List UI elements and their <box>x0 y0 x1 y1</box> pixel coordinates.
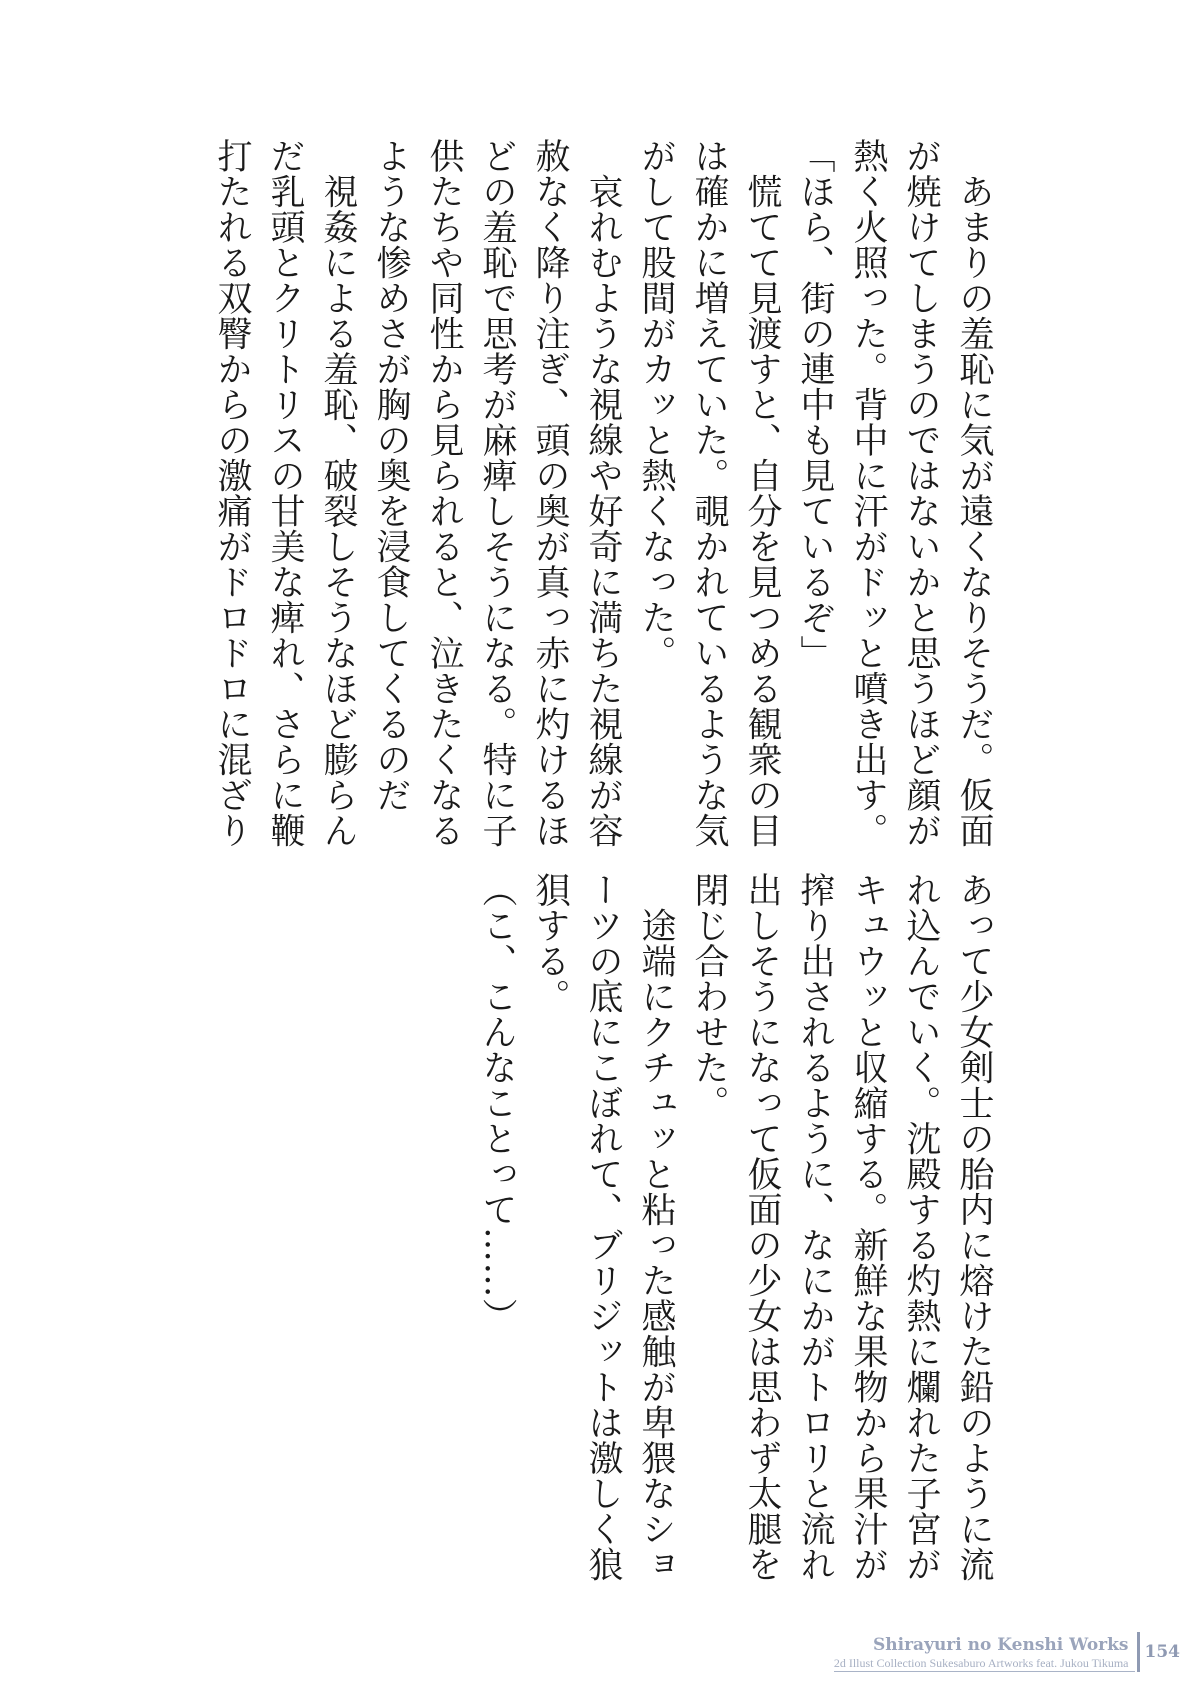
text-line: どの羞恥で思考が麻痺しそうになる。特に子 <box>477 138 517 848</box>
text-line: 狽する。 <box>530 872 570 1014</box>
upper-text-block <box>205 138 1000 848</box>
text-line: が焼けてしまうのではないかと思うほど顔が <box>901 138 941 848</box>
book-subtitle: 2d Illust Collection Sukesaburo Artworks feat. Jukou Tikuma <box>833 1656 1129 1670</box>
footer-credits <box>834 1634 1135 1672</box>
text-line: 供たちや同性から見られると、泣きたくなる <box>424 138 464 848</box>
book-title: Shirayuri no Kenshi Works <box>873 1635 1129 1655</box>
text-line: ような惨めさが胸の奥を浸食してくるのだ <box>371 138 411 813</box>
text-line: がして股間がカッと熱くなった。 <box>636 138 676 671</box>
text-line: 「ほら、街の連中も見ているぞ」 <box>795 138 835 671</box>
text-line: 慌てて見渡すと、自分を見つめる観衆の目 <box>742 138 782 848</box>
text-line: あまりの羞恥に気が遠くなりそうだ。仮面 <box>954 138 994 848</box>
footer-divider <box>1137 1632 1140 1672</box>
text-line: ーツの底にこぼれて、ブリジットは激しく狼 <box>583 872 623 1582</box>
text-line: 赦なく降り注ぎ、頭の奥が真っ赤に灼けるほ <box>530 138 570 848</box>
text-line: （こ、こんなことって……） <box>477 872 517 1334</box>
text-line: は確かに増えていた。覗かれているような気 <box>689 138 729 848</box>
text-line: 熱く火照った。背中に汗がドッと噴き出す。 <box>848 138 888 848</box>
text-line: 打たれる双臀からの激痛がドロドロに混ざり <box>212 138 252 848</box>
text-line: だ乳頭とクリトリスの甘美な痺れ、さらに鞭 <box>265 138 305 848</box>
page-number: 154 <box>1144 1642 1180 1662</box>
lower-text-block <box>470 872 1000 1582</box>
text-line: 出しそうになって仮面の少女は思わず太腿を <box>742 872 782 1582</box>
text-line: キュウッと収縮する。新鮮な果物から果汁が <box>848 872 888 1582</box>
text-line: 視姦による羞恥、破裂しそうなほど膨らん <box>318 138 358 848</box>
text-line: 哀れむような視線や好奇に満ちた視線が容 <box>583 138 623 848</box>
text-line: 搾り出されるように、なにかがトロリと流れ <box>795 872 835 1582</box>
page-footer <box>834 1618 1180 1672</box>
text-line: れ込んでいく。沈殿する灼熱に爛れた子宮が <box>901 872 941 1582</box>
text-line: あって少女剣士の胎内に熔けた鉛のように流 <box>954 872 994 1582</box>
text-line: 途端にクチュッと粘った感触が卑猥なショ <box>636 872 676 1582</box>
text-line: 閉じ合わせた。 <box>689 872 729 1121</box>
